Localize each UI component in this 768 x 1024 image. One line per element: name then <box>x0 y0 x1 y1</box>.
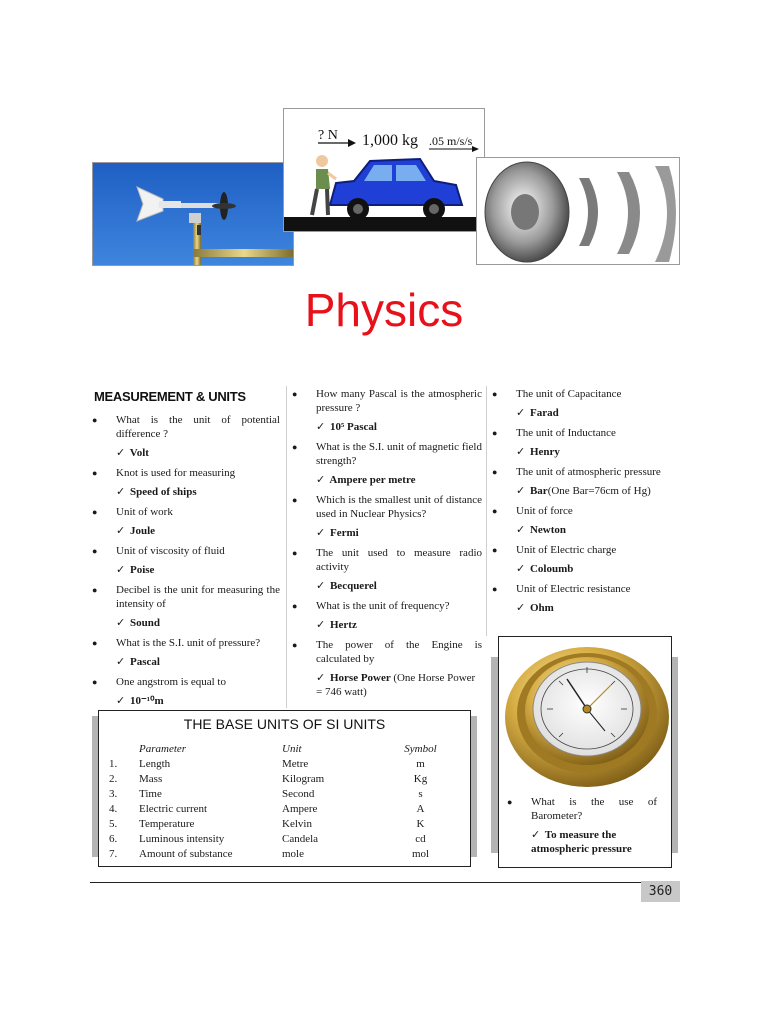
table-row: 5. Temperature Kelvin K <box>109 817 425 830</box>
question: ● How many Pascal is the atmospheric pressure ? <box>292 387 482 415</box>
check-icon: ✓ <box>116 486 126 498</box>
check-icon: ✓ <box>116 525 126 537</box>
question: ● The unit of Inductance <box>492 426 682 440</box>
question: ● Unit of work <box>92 505 280 519</box>
question: ● Unit of Electric charge <box>492 543 682 557</box>
question: ● The unit of Capacitance <box>492 387 682 401</box>
anemometer-image <box>92 162 294 266</box>
qa-item <box>92 675 280 708</box>
qa-item <box>92 505 280 538</box>
check-icon: ✓ <box>116 656 126 668</box>
answer: ✓ Sound <box>116 617 160 629</box>
question: ● The unit used to measure radio activity <box>292 546 482 574</box>
column-header: Symbol <box>404 742 437 755</box>
check-icon: ✓ <box>316 619 326 631</box>
qa-item <box>492 426 682 459</box>
answer-note: (One Horse Power = 746 watt) <box>316 672 476 698</box>
qa-item <box>92 583 280 630</box>
qa-item <box>292 493 482 540</box>
question: ● Decibel is the unit for measuring the intensity of <box>92 583 280 611</box>
answer: ✓ 10⁻¹⁰m <box>116 695 164 707</box>
question: ● Knot is used for measuring <box>92 466 280 480</box>
answer: ✓ Coloumb <box>516 563 574 575</box>
qa-item <box>292 440 482 487</box>
question: ● One angstrom is equal to <box>92 675 280 689</box>
page-number: 360 <box>641 881 680 902</box>
column-header: Parameter <box>139 742 187 755</box>
qa-item <box>292 599 482 632</box>
footer-divider <box>90 882 680 883</box>
car-force-diagram-image <box>283 108 485 232</box>
check-icon: ✓ <box>516 563 526 575</box>
qa-item <box>492 387 682 420</box>
qa-item <box>492 504 682 537</box>
barometer-image <box>501 639 669 791</box>
answer: ✓ Bar(One Bar=76cm of Hg) <box>516 485 651 497</box>
question: ● What is the use of Barometer? <box>507 795 657 823</box>
check-icon: ✓ <box>516 446 526 458</box>
question: ● Unit of force <box>492 504 682 518</box>
column-divider <box>486 386 487 636</box>
qa-item <box>507 795 657 862</box>
check-icon: ✓ <box>116 447 126 459</box>
qa-item <box>92 466 280 499</box>
table-row: 6. Luminous intensity Candela cd <box>109 832 426 845</box>
si-units-title: THE BASE UNITS OF SI UNITS <box>183 716 386 732</box>
column-divider <box>286 386 287 708</box>
answer: ✓ Newton <box>516 524 567 536</box>
question: ● The unit of atmospheric pressure <box>492 465 682 479</box>
question: ● The power of the Engine is calculated by <box>292 638 482 666</box>
question: ● Unit of Electric resistance <box>492 582 682 596</box>
table-row: 7. Amount of substance mole mol <box>109 847 430 860</box>
qa-item <box>492 465 682 498</box>
check-icon: ✓ <box>316 580 326 592</box>
table-row: 3. Time Second s <box>109 787 423 800</box>
table-row: 1. Length Metre m <box>109 757 425 770</box>
question: ● What is the S.I. unit of magnetic field strength? <box>292 440 482 468</box>
answer: ✓ Farad <box>516 407 559 419</box>
si-units-table <box>109 741 459 861</box>
answer: ✓ Fermi <box>316 527 359 539</box>
check-icon: ✓ <box>516 485 526 497</box>
qa-column-2 <box>292 387 482 705</box>
qa-item <box>492 582 682 615</box>
qa-item <box>92 413 280 460</box>
barometer-box <box>498 636 672 868</box>
table-row: 4. Electric current Ampere A <box>109 802 425 815</box>
column-header: Unit <box>282 742 302 755</box>
answer: ✓ Becquerel <box>316 580 377 592</box>
si-units-box <box>98 710 471 867</box>
check-icon: ✓ <box>316 527 326 539</box>
answer-note: (One Bar=76cm of Hg) <box>547 485 651 497</box>
check-icon: ✓ <box>316 672 326 684</box>
mass-label: 1,000 kg <box>362 132 418 149</box>
answer: ✓ Ohm <box>516 602 554 614</box>
page-title: Physics <box>304 284 464 336</box>
answer: ✓ Horse Power (One Horse Power = 746 watt) <box>316 672 476 698</box>
answer: ✓ Henry <box>516 446 560 458</box>
check-icon: ✓ <box>116 695 126 707</box>
qa-item <box>292 638 482 699</box>
question: ● Unit of viscosity of fluid <box>92 544 280 558</box>
answer: ✓ Volt <box>116 447 149 459</box>
qa-item <box>92 544 280 577</box>
check-icon: ✓ <box>516 524 526 536</box>
check-icon: ✓ <box>531 829 541 841</box>
answer: ✓ Joule <box>116 525 156 537</box>
qa-column-3 <box>492 387 682 621</box>
qa-item <box>492 543 682 576</box>
answer: ✓ Pascal <box>116 656 160 668</box>
answer: ✓ Poise <box>116 564 155 576</box>
sound-speaker-image <box>476 157 680 265</box>
check-icon: ✓ <box>516 602 526 614</box>
section-heading: MEASUREMENT & UNITS <box>94 389 246 404</box>
answer: ✓ Speed of ships <box>116 486 197 498</box>
force-label: ? N <box>318 128 338 143</box>
check-icon: ✓ <box>316 421 326 433</box>
box-shadow <box>671 657 678 853</box>
question: ● What is the unit of frequency? <box>292 599 482 613</box>
question: ● Which is the smallest unit of distance used in Nuclear Physics? <box>292 493 482 521</box>
table-row: 2. Mass Kilogram Kg <box>109 772 428 785</box>
answer: ✓ Ampere per metre <box>316 474 416 486</box>
check-icon: ✓ <box>316 474 326 486</box>
answer: ✓ To measure the atmospheric pressure <box>531 829 632 855</box>
question: ● What is the unit of potential difference ? <box>92 413 280 441</box>
question: ● What is the S.I. unit of pressure? <box>92 636 280 650</box>
check-icon: ✓ <box>116 617 126 629</box>
qa-item <box>292 546 482 593</box>
qa-column-1 <box>92 388 280 714</box>
check-icon: ✓ <box>516 407 526 419</box>
acceleration-label: .05 m/s/s <box>429 134 473 148</box>
table-header-row <box>109 741 459 756</box>
check-icon: ✓ <box>116 564 126 576</box>
qa-item <box>292 387 482 434</box>
answer: ✓ Hertz <box>316 619 357 631</box>
qa-item <box>92 636 280 669</box>
answer: ✓ 10⁵ Pascal <box>316 421 377 433</box>
